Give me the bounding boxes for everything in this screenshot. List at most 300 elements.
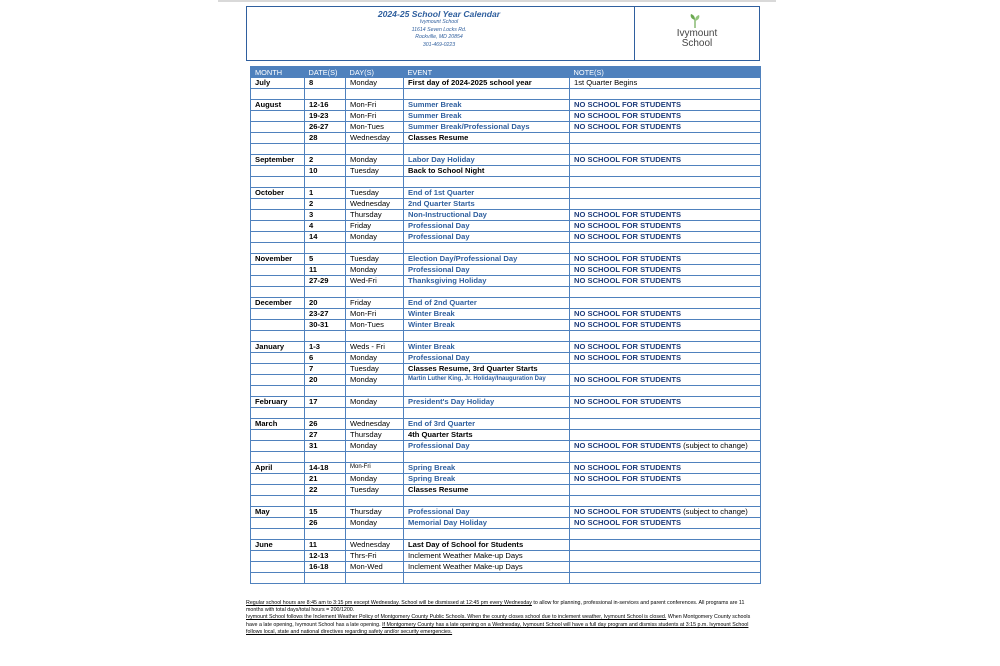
spacer-row xyxy=(251,287,761,298)
event-cell: Professional Day xyxy=(404,507,570,518)
note-cell xyxy=(570,287,761,298)
note-cell xyxy=(570,298,761,309)
day-cell xyxy=(346,496,404,507)
event-cell: End of 3rd Quarter xyxy=(404,419,570,430)
event-cell: Memorial Day Holiday xyxy=(404,518,570,529)
school-city: Rockville, MD 20854 xyxy=(415,34,463,41)
table-row xyxy=(251,254,761,265)
event-cell: Winter Break xyxy=(404,320,570,331)
spacer-row xyxy=(251,452,761,463)
month-cell xyxy=(251,133,305,144)
note-cell xyxy=(570,474,761,485)
event-cell xyxy=(404,287,570,298)
event-cell: Thanksgiving Holiday xyxy=(404,276,570,287)
day-cell: Monday xyxy=(346,518,404,529)
note-cell xyxy=(570,364,761,375)
date-cell: 6 xyxy=(305,353,346,364)
footer-notes xyxy=(246,600,760,636)
month-cell xyxy=(251,408,305,419)
date-cell xyxy=(305,144,346,155)
note-text: NO SCHOOL FOR STUDENTS xyxy=(574,474,682,484)
note-cell xyxy=(570,375,761,386)
month-cell xyxy=(251,309,305,320)
date-cell xyxy=(305,89,346,100)
footer-hours xyxy=(246,600,760,614)
event-cell xyxy=(404,243,570,254)
note-cell xyxy=(570,100,761,111)
date-cell: 21 xyxy=(305,474,346,485)
note-text: NO SCHOOL FOR STUDENTS xyxy=(574,100,682,110)
day-cell: Thrs-Fri xyxy=(346,551,404,562)
event-cell: Martin Luther King, Jr. Holiday/Inauguration Day xyxy=(404,375,570,386)
day-cell: Mon-Tues xyxy=(346,320,404,331)
note-cell xyxy=(570,562,761,573)
footer-weather-rest: When Montgomery County schools have a late opening, Ivymount School has a late opening. xyxy=(246,614,751,628)
col-header-days: DAY(S) xyxy=(346,67,404,78)
note-cell xyxy=(570,430,761,441)
day-cell xyxy=(346,529,404,540)
date-cell xyxy=(305,529,346,540)
day-cell: Wednesday xyxy=(346,199,404,210)
date-cell: 22 xyxy=(305,485,346,496)
month-cell: June xyxy=(251,540,305,551)
day-cell: Wed-Fri xyxy=(346,276,404,287)
date-cell xyxy=(305,287,346,298)
event-cell: Last Day of School for Students xyxy=(404,540,570,551)
table-row xyxy=(251,342,761,353)
day-cell xyxy=(346,287,404,298)
month-cell xyxy=(251,144,305,155)
date-cell: 28 xyxy=(305,133,346,144)
calendar-header xyxy=(246,6,760,61)
event-cell: Inclement Weather Make-up Days xyxy=(404,551,570,562)
event-cell: Labor Day Holiday xyxy=(404,155,570,166)
date-cell: 11 xyxy=(305,265,346,276)
day-cell: Monday xyxy=(346,155,404,166)
table-row xyxy=(251,111,761,122)
table-row xyxy=(251,463,761,474)
spacer-row xyxy=(251,496,761,507)
note-text: NO SCHOOL FOR STUDENTS xyxy=(574,463,682,473)
event-cell: Classes Resume, 3rd Quarter Starts xyxy=(404,364,570,375)
event-cell xyxy=(404,408,570,419)
table-row xyxy=(251,188,761,199)
day-cell xyxy=(346,144,404,155)
date-cell xyxy=(305,386,346,397)
note-cell xyxy=(570,221,761,232)
month-cell xyxy=(251,232,305,243)
month-cell: January xyxy=(251,342,305,353)
month-cell xyxy=(251,474,305,485)
col-header-month: MONTH xyxy=(251,67,305,78)
event-cell xyxy=(404,177,570,188)
event-cell: Professional Day xyxy=(404,265,570,276)
month-cell xyxy=(251,276,305,287)
note-extra-text: (subject to change) xyxy=(683,507,748,517)
note-cell xyxy=(570,496,761,507)
note-cell xyxy=(570,419,761,430)
day-cell: Thursday xyxy=(346,507,404,518)
month-cell: August xyxy=(251,100,305,111)
day-cell: Tuesday xyxy=(346,485,404,496)
date-cell: 30-31 xyxy=(305,320,346,331)
calendar-body xyxy=(251,78,761,584)
date-cell: 31 xyxy=(305,441,346,452)
day-cell xyxy=(346,386,404,397)
month-cell: February xyxy=(251,397,305,408)
event-cell: President's Day Holiday xyxy=(404,397,570,408)
spacer-row xyxy=(251,177,761,188)
month-cell xyxy=(251,287,305,298)
logo-text-line1: Ivymount xyxy=(676,28,718,39)
event-cell: 2nd Quarter Starts xyxy=(404,199,570,210)
note-cell xyxy=(570,518,761,529)
event-cell: Professional Day xyxy=(404,441,570,452)
table-row xyxy=(251,100,761,111)
day-cell: Wednesday xyxy=(346,540,404,551)
day-cell: Monday xyxy=(346,78,404,89)
note-cell xyxy=(570,408,761,419)
note-cell xyxy=(570,441,761,452)
day-cell: Mon-Fri xyxy=(346,100,404,111)
note-cell xyxy=(570,551,761,562)
note-cell xyxy=(570,78,761,89)
event-cell: First day of 2024-2025 school year xyxy=(404,78,570,89)
note-cell xyxy=(570,309,761,320)
spacer-row xyxy=(251,408,761,419)
note-text: NO SCHOOL FOR STUDENTS xyxy=(574,210,682,220)
spacer-row xyxy=(251,243,761,254)
month-cell xyxy=(251,265,305,276)
table-row xyxy=(251,320,761,331)
table-row xyxy=(251,309,761,320)
month-cell xyxy=(251,485,305,496)
month-cell xyxy=(251,364,305,375)
month-cell: March xyxy=(251,419,305,430)
month-cell: September xyxy=(251,155,305,166)
spacer-row xyxy=(251,386,761,397)
day-cell: Monday xyxy=(346,353,404,364)
school-logo xyxy=(634,7,759,60)
date-cell xyxy=(305,177,346,188)
note-cell xyxy=(570,89,761,100)
month-cell xyxy=(251,89,305,100)
month-cell xyxy=(251,452,305,463)
date-cell: 5 xyxy=(305,254,346,265)
leaf-icon xyxy=(689,14,701,28)
date-cell: 26 xyxy=(305,518,346,529)
event-cell: End of 2nd Quarter xyxy=(404,298,570,309)
date-cell: 7 xyxy=(305,364,346,375)
event-cell: Winter Break xyxy=(404,309,570,320)
table-row xyxy=(251,122,761,133)
month-cell xyxy=(251,243,305,254)
note-text: 1st Quarter Begins xyxy=(574,78,638,88)
note-cell xyxy=(570,155,761,166)
month-cell xyxy=(251,199,305,210)
date-cell: 19-23 xyxy=(305,111,346,122)
table-row xyxy=(251,78,761,89)
table-row xyxy=(251,364,761,375)
footer-weather xyxy=(246,614,760,636)
school-phone: 301-469-0223 xyxy=(422,41,456,48)
table-row xyxy=(251,375,761,386)
day-cell: Tuesday xyxy=(346,188,404,199)
calendar-page xyxy=(246,6,760,572)
month-cell xyxy=(251,441,305,452)
month-cell xyxy=(251,111,305,122)
note-cell xyxy=(570,232,761,243)
col-header-dates: DATE(S) xyxy=(305,67,346,78)
month-cell xyxy=(251,353,305,364)
day-cell: Mon-Tues xyxy=(346,122,404,133)
table-row xyxy=(251,276,761,287)
note-cell xyxy=(570,452,761,463)
event-cell: Professional Day xyxy=(404,232,570,243)
day-cell: Monday xyxy=(346,474,404,485)
note-cell xyxy=(570,507,761,518)
event-cell: Summer Break xyxy=(404,111,570,122)
table-row xyxy=(251,419,761,430)
table-row xyxy=(251,166,761,177)
date-cell: 1 xyxy=(305,188,346,199)
note-text: NO SCHOOL FOR STUDENTS xyxy=(574,254,682,264)
footer-weather-underlined: Ivymount School follows the Inclement Weather Policy of Montgomery County Public Schools. When the county closes school due to inclement weather, Ivymount School is closed. xyxy=(246,614,667,621)
month-cell xyxy=(251,529,305,540)
note-cell xyxy=(570,485,761,496)
event-cell xyxy=(404,452,570,463)
calendar-table xyxy=(250,66,761,584)
note-cell xyxy=(570,144,761,155)
note-cell xyxy=(570,243,761,254)
table-row xyxy=(251,210,761,221)
note-text: NO SCHOOL FOR STUDENTS xyxy=(574,122,682,132)
date-cell: 3 xyxy=(305,210,346,221)
table-row xyxy=(251,518,761,529)
table-row xyxy=(251,474,761,485)
event-cell: End of 1st Quarter xyxy=(404,188,570,199)
month-cell xyxy=(251,573,305,584)
table-row xyxy=(251,397,761,408)
spacer-row xyxy=(251,89,761,100)
event-cell: Spring Break xyxy=(404,463,570,474)
note-text: NO SCHOOL FOR STUDENTS xyxy=(574,353,682,363)
date-cell: 20 xyxy=(305,298,346,309)
table-row xyxy=(251,430,761,441)
day-cell: Weds - Fri xyxy=(346,342,404,353)
date-cell: 20 xyxy=(305,375,346,386)
event-cell xyxy=(404,529,570,540)
note-text: NO SCHOOL FOR STUDENTS xyxy=(574,320,682,330)
day-cell xyxy=(346,331,404,342)
event-cell: Summer Break xyxy=(404,100,570,111)
date-cell: 14 xyxy=(305,232,346,243)
school-name: Ivymount School xyxy=(419,19,459,25)
event-cell xyxy=(404,386,570,397)
note-text: NO SCHOOL FOR STUDENTS xyxy=(574,518,682,528)
note-cell xyxy=(570,463,761,474)
day-cell: Mon-Fri xyxy=(346,309,404,320)
note-cell xyxy=(570,210,761,221)
table-row xyxy=(251,155,761,166)
note-cell xyxy=(570,331,761,342)
date-cell: 1-3 xyxy=(305,342,346,353)
day-cell: Monday xyxy=(346,441,404,452)
table-row xyxy=(251,221,761,232)
day-cell xyxy=(346,573,404,584)
date-cell: 26 xyxy=(305,419,346,430)
col-header-notes: NOTE(S) xyxy=(570,67,761,78)
spacer-row xyxy=(251,529,761,540)
table-row xyxy=(251,562,761,573)
event-cell xyxy=(404,573,570,584)
date-cell: 23-27 xyxy=(305,309,346,320)
date-cell: 12-16 xyxy=(305,100,346,111)
day-cell: Tuesday xyxy=(346,364,404,375)
day-cell xyxy=(346,408,404,419)
month-cell xyxy=(251,177,305,188)
note-text: NO SCHOOL FOR STUDENTS xyxy=(574,375,682,385)
note-extra-text: (subject to change) xyxy=(683,441,748,451)
month-cell xyxy=(251,166,305,177)
date-cell xyxy=(305,243,346,254)
day-cell: Friday xyxy=(346,221,404,232)
note-cell xyxy=(570,386,761,397)
event-cell: Spring Break xyxy=(404,474,570,485)
table-row xyxy=(251,551,761,562)
note-cell xyxy=(570,199,761,210)
day-cell: Mon-Fri xyxy=(346,111,404,122)
note-cell xyxy=(570,397,761,408)
table-row xyxy=(251,485,761,496)
event-cell: Summer Break/Professional Days xyxy=(404,122,570,133)
date-cell: 2 xyxy=(305,199,346,210)
day-cell xyxy=(346,89,404,100)
note-text: NO SCHOOL FOR STUDENTS xyxy=(574,155,682,165)
note-cell xyxy=(570,254,761,265)
footer-hours-rest: to allow for planning, professional in-services and parent conferences. All programs are 11 months with total days/total hours = 200/1200. xyxy=(246,600,745,614)
header-text xyxy=(247,9,631,49)
day-cell: Monday xyxy=(346,265,404,276)
month-cell xyxy=(251,320,305,331)
event-cell: Classes Resume xyxy=(404,485,570,496)
note-text: NO SCHOOL FOR STUDENTS xyxy=(574,111,682,121)
event-cell xyxy=(404,89,570,100)
day-cell: Monday xyxy=(346,397,404,408)
date-cell xyxy=(305,573,346,584)
note-text: NO SCHOOL FOR STUDENTS xyxy=(574,507,682,517)
month-cell xyxy=(251,430,305,441)
page-title: 2024-25 School Year Calendar xyxy=(377,9,501,19)
date-cell: 2 xyxy=(305,155,346,166)
school-address: 11614 Seven Locks Rd. xyxy=(411,26,467,33)
table-header-row xyxy=(251,67,761,78)
date-cell: 11 xyxy=(305,540,346,551)
month-cell xyxy=(251,210,305,221)
date-cell: 16-18 xyxy=(305,562,346,573)
day-cell: Thursday xyxy=(346,210,404,221)
day-cell: Mon-Wed xyxy=(346,562,404,573)
spacer-row xyxy=(251,331,761,342)
col-header-event: EVENT xyxy=(404,67,570,78)
footer-late-opening: If Montgomery County has a late opening on a Wednesday, Ivymount School will have a full day program and dismiss students at 3:15 p.m. Ivymount School follows local, state and national directives regarding safety and/or security emergencies. xyxy=(246,621,749,635)
date-cell: 26-27 xyxy=(305,122,346,133)
event-cell xyxy=(404,144,570,155)
note-cell xyxy=(570,111,761,122)
date-cell xyxy=(305,452,346,463)
date-cell: 17 xyxy=(305,397,346,408)
month-cell: July xyxy=(251,78,305,89)
table-row xyxy=(251,133,761,144)
day-cell: Wednesday xyxy=(346,419,404,430)
month-cell xyxy=(251,562,305,573)
spacer-row xyxy=(251,573,761,584)
note-text: NO SCHOOL FOR STUDENTS xyxy=(574,276,682,286)
note-cell xyxy=(570,353,761,364)
note-cell xyxy=(570,342,761,353)
table-row xyxy=(251,441,761,452)
month-cell: December xyxy=(251,298,305,309)
note-text: NO SCHOOL FOR STUDENTS xyxy=(574,309,682,319)
month-cell xyxy=(251,331,305,342)
event-cell xyxy=(404,331,570,342)
day-cell: Tuesday xyxy=(346,254,404,265)
day-cell: Mon-Fri xyxy=(346,463,404,474)
note-text: NO SCHOOL FOR STUDENTS xyxy=(574,232,682,242)
note-text: NO SCHOOL FOR STUDENTS xyxy=(574,265,682,275)
event-cell: Professional Day xyxy=(404,221,570,232)
month-cell: April xyxy=(251,463,305,474)
event-cell: Back to School Night xyxy=(404,166,570,177)
note-cell xyxy=(570,166,761,177)
date-cell xyxy=(305,496,346,507)
date-cell: 12-13 xyxy=(305,551,346,562)
note-cell xyxy=(570,573,761,584)
event-cell: Winter Break xyxy=(404,342,570,353)
month-cell: October xyxy=(251,188,305,199)
note-cell xyxy=(570,276,761,287)
month-cell xyxy=(251,496,305,507)
event-cell: Inclement Weather Make-up Days xyxy=(404,562,570,573)
day-cell xyxy=(346,177,404,188)
day-cell xyxy=(346,243,404,254)
month-cell xyxy=(251,375,305,386)
month-cell xyxy=(251,386,305,397)
date-cell: 8 xyxy=(305,78,346,89)
date-cell xyxy=(305,331,346,342)
day-cell xyxy=(346,452,404,463)
date-cell: 4 xyxy=(305,221,346,232)
table-row xyxy=(251,265,761,276)
table-row xyxy=(251,540,761,551)
day-cell: Friday xyxy=(346,298,404,309)
month-cell: November xyxy=(251,254,305,265)
note-cell xyxy=(570,133,761,144)
note-cell xyxy=(570,188,761,199)
note-cell xyxy=(570,265,761,276)
event-cell: Non-Instructional Day xyxy=(404,210,570,221)
note-text: NO SCHOOL FOR STUDENTS xyxy=(574,221,682,231)
note-text: NO SCHOOL FOR STUDENTS xyxy=(574,342,682,352)
logo-text xyxy=(635,29,759,49)
table-row xyxy=(251,199,761,210)
note-cell xyxy=(570,540,761,551)
table-row xyxy=(251,353,761,364)
month-cell: May xyxy=(251,507,305,518)
date-cell: 27-29 xyxy=(305,276,346,287)
note-cell xyxy=(570,529,761,540)
logo-text-line2: School xyxy=(681,38,713,49)
